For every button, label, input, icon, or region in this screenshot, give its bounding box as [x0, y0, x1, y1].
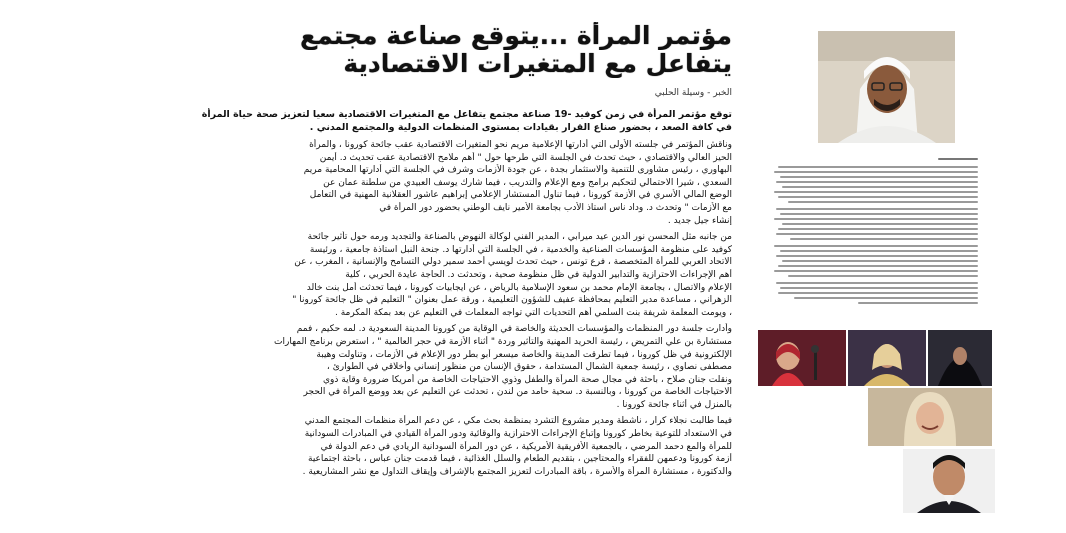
body-line: أزمة كورونا ودعمهن للفقراء والمحتاجين ، بتقديم الطعام والسلل الغذائية ، فيما قدمت جنان عباس ، باحثة اجتماعية	[308, 454, 732, 465]
body-line: والدكتورة ، مستشارة المرأة والأسرة ، باقة المبادرات لتعزيز المجتمع بالإشراف وإيقاف التداول مع نشر المشاريعية .	[302, 466, 732, 477]
body-line: أهم الإجراءات الاحترازية والتدابير الدولية في ظل منظومة صحية ، وتحدثت د. الحاجة عايدة الحربي ، كلية	[345, 269, 732, 280]
lead-paragraph	[66, 108, 732, 134]
body-line: البهاوري ، رئيس مشاورى للتنمية والاستثمار بجدة ، عن جودة الأزمات وشرف في الجلسة التي أدارتها المحامية مريم	[303, 165, 732, 176]
body-paragraph-1	[66, 139, 732, 227]
body-line: الاحتياجات الخاصة من كورونا ، وبالنسبة د. سحية حامد من لندن ، تحدثت عن التعليم عن بعد ووضع المرأة في الحجر	[303, 387, 732, 398]
byline: الخبر - وسيلة الحلبي	[654, 88, 732, 98]
body-line: الحيز العالي والاقتصادي ، حيث تحدث في الجلسة التي طرحها حول " أهم ملامح الاقتصادية عقب تحديث د. أيمن	[319, 152, 732, 163]
body-line: الوضع المالي الأسري في الأزمة كورونا ، فيما تناول المستشار الإعلامي إبراهيم عاشور العقلانية المهنية في التعامل	[309, 190, 732, 201]
portrait-illustration	[818, 31, 955, 143]
body-line: وأدارت جلسة دور المنظمات والمؤسسات الحديثة والخاصة في الوقاية من كورونا المدينة السعودية د. لمه حكيم ، فمم	[296, 324, 732, 335]
body-line: الإلكترونية في ظل كورونا ، فيما تطرقت المدينة والخاصة ميسعر أبو بطر دور الإعلام في الأزمات ، وتناولت وهيبة	[316, 349, 732, 360]
body-line: ونقلت جنان صلاح ، باحثة في مجال صحة المرأة والطفل وذوي الاحتياجات الخاصة من أمريكا ضرورة وقاية ذوي	[323, 374, 732, 385]
body-line: إنشاء جيل جديد .	[667, 215, 732, 226]
body-line: كوفيد على منظومة المؤسسات الصناعية والخدمية ، في الجلسة التي أدارتها د. جنحة النبل استاذة جامعية ، ورئيسة	[309, 244, 732, 255]
body-line: مستشارة بن علي التمريض ، رئيسة الحريد المهنية والتأثير وردة " أثناء الأزمة في حجر العالمية " ، استعرض برنامج المهارات	[274, 336, 732, 347]
body-line: بالمنزل في أثناء جائحة كورونا .	[616, 399, 732, 410]
collage-photo-2	[848, 330, 926, 386]
body-line: وناقش المؤتمر في جلسته الأولى التي أدارتها الإعلامية مريم نحو المتغيرات الاقتصادية عقب جائحة كورونا ، والمرأة	[309, 140, 732, 150]
headline-line-1: مؤتمر المرأة ...يتوقع صناعة مجتمع	[300, 22, 732, 50]
collage-photo-4	[868, 388, 992, 446]
body-paragraph-3	[66, 323, 732, 411]
collage-photo-5	[903, 449, 995, 513]
body-paragraph-4	[66, 415, 732, 478]
headline	[66, 22, 732, 78]
body-line: ، ويومت المعلمة شريفة بنت السلمي أهم التحديات التي تواجه المعلمات في التعليم عن بعد بمكة المكرمة .	[334, 307, 732, 318]
article-body	[66, 139, 732, 482]
body-line: للمرأة والمع دحمد المرضي ، بالجمعية الأفريقية الأمريكية ، عن دور المرأة السودانية الريادي في دعم الدولة في	[320, 441, 732, 452]
newspaper-thumbnail	[768, 154, 984, 310]
body-line: الزهراني ، مساعدة مدير التعليم بمحافظة عفيف للشؤون التعليمية ، ورقة عمل بعنوان " التعليم في ظل جائحة كورونا "	[292, 295, 732, 306]
headline-line-2: يتفاعل مع المتغيرات الاقتصادية	[343, 50, 732, 78]
portrait-photo-top	[818, 31, 955, 143]
body-line: الإعلام والاتصال ، بجامعة الإمام محمد بن سعود الإسلامية بالرياض ، عن ايجابيات كورونا ، فيما تحدثت أمل بنت خالد	[306, 282, 732, 293]
body-line: مع الأزمات " وتحدث د. وداد ناس استاذ الأدب بجامعة الأمير نايف الوطني بحضور دور المرأة في	[379, 202, 732, 213]
collage-photo-3	[928, 330, 992, 386]
collage-photo-1	[758, 330, 846, 386]
body-line: الاتحاد العربي للمرأة المتخصصة ، فرع تونس ، حيث تحدث لويسي أحمد سمير دولي التسامح والإنسانية ، المغرب ، عن	[294, 257, 732, 268]
article	[66, 22, 732, 477]
body-line: فيما طالبت نجلاء كرار ، ناشطة ومدير مشروع التشرد بمنظمة بحث مكي ، عن دعم المرأة منظمات المجتمع المدني	[304, 416, 732, 427]
body-line: السعدي ، شيرا الاحتمالي لتحكيم برامج ومع الإعلام والتدريب ، فيما شارك يوسف العبيدي من سلطنة عمان عن	[323, 177, 732, 188]
lead-line: في كافة الصعد ، بحضور صناع القرار بقيادات بمستوى المنظمات الدولية والمجتمع المدني .	[309, 122, 732, 133]
body-line: من جانبه مثل المحسن نور الدين عيد ميرابي ، المدير الفني لوكالة النهوض بالصناعة والتجديد ورمه حول تأثير جائحة	[307, 232, 732, 243]
body-line: مصطفى نصاوي ، رئيسة جمعية الشمال المستدامة ، حقوق الإنسان من منظور إنساني وأخلاقي في الطوارئ ،	[326, 362, 732, 373]
body-line: في الاستعداد للتوعية بخاطر كورونا وإتباع الإجراءات الاحترازية والوقائية ودور المرأة القيادي في المبادرات السودانية	[304, 429, 732, 440]
lead-line: توقع مؤتمر المرأة في زمن كوفيد -19 صناعة مجتمع يتفاعل مع المتغيرات الاقتصادية سعيا لتعزيز صحة حياة المرأة	[201, 109, 732, 120]
body-paragraph-2	[66, 231, 732, 319]
